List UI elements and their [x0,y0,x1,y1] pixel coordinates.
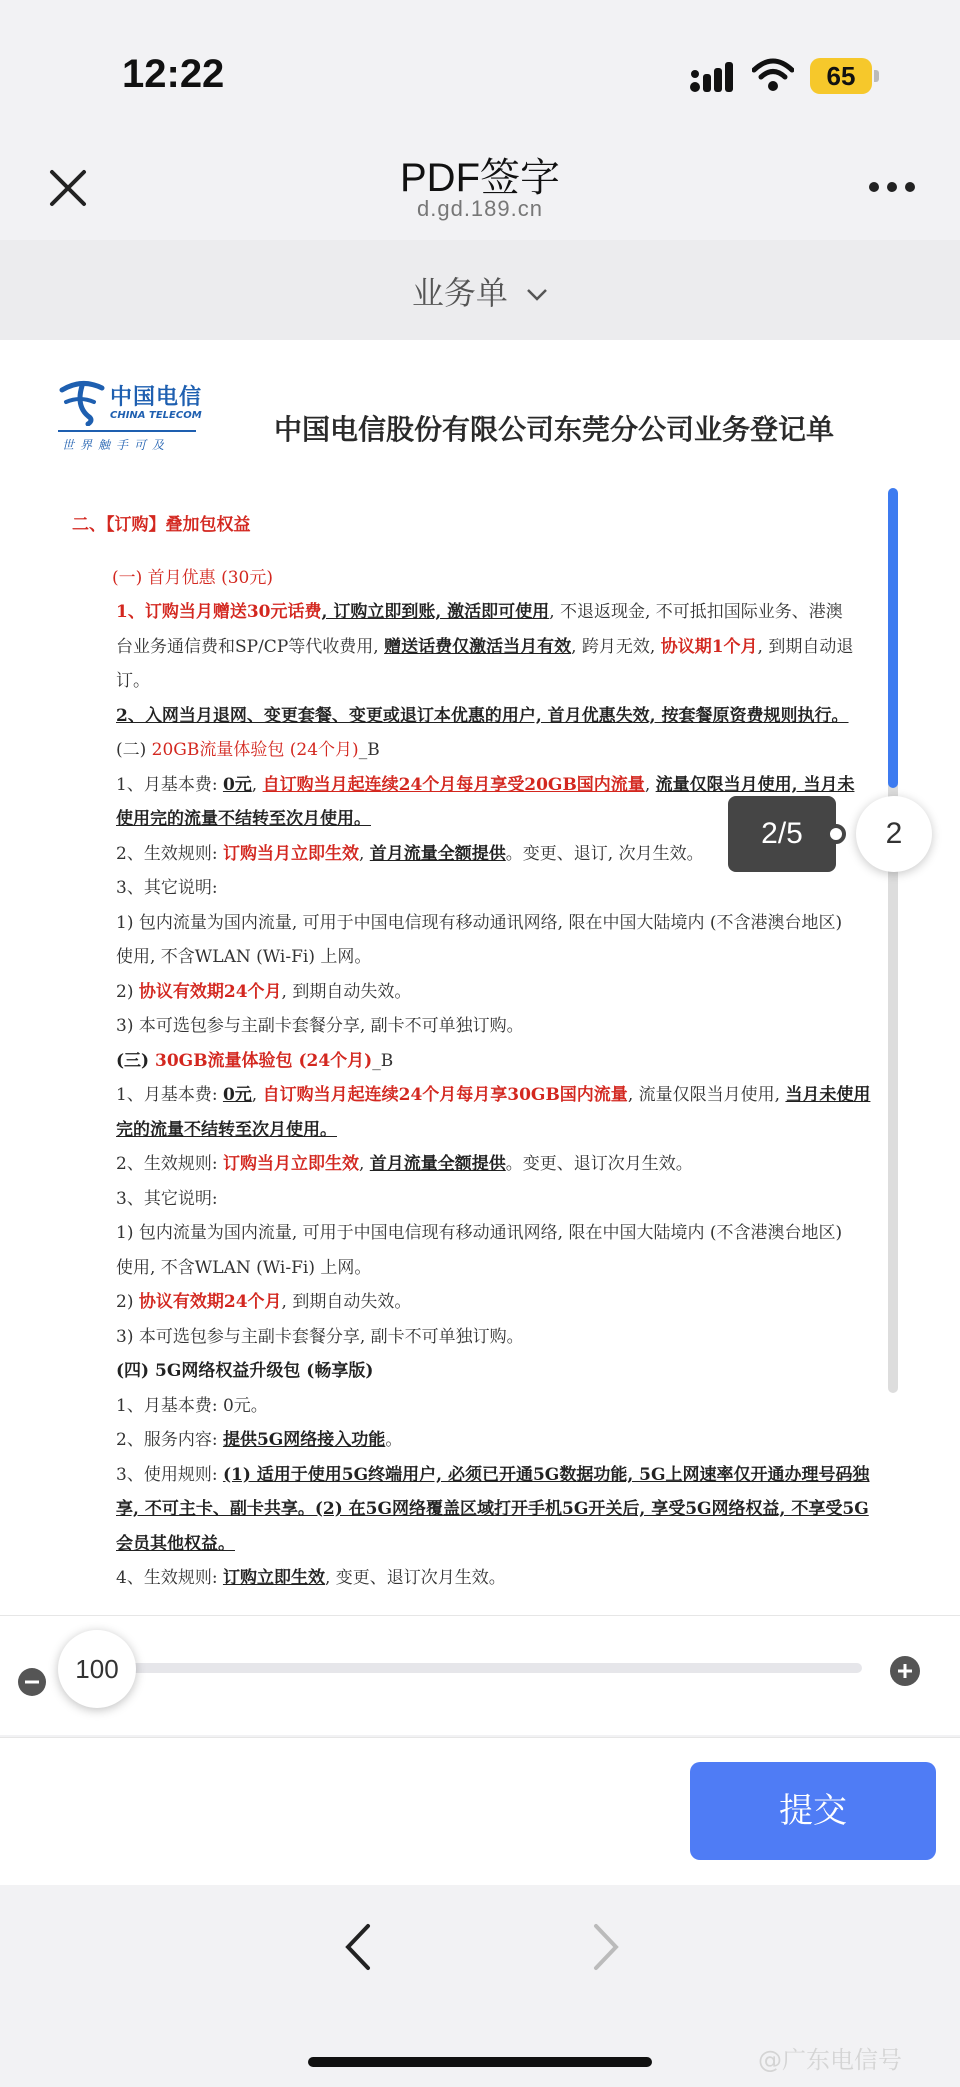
doc-line [72,733,892,768]
doc-text: 。变更、退订次月生效。 [505,1154,693,1174]
doc-text: 赠送话费仅激活当月有效 [384,636,572,657]
doc-line: (一) 首月优惠 (30元) [112,567,273,588]
doc-line [72,1285,892,1320]
doc-text: 2、生效规则: [116,843,223,864]
zoom-slider-track[interactable] [96,1663,862,1673]
chevron-down-icon [526,284,548,306]
doc-line: 使用完的流量不结转至次月使用。 [116,809,371,829]
doc-text: , 跨月无效, [571,636,661,657]
watermark: @广东电信号 [758,2046,902,2074]
doc-line: 3) 本可选包参与主副卡套餐分享, 副卡不可单独订购。 [116,1326,524,1347]
doc-line: 1) 包内流量为国内流量, 可用于中国电信现有移动通讯网络, 限在中国大陆境内 (不含港澳台地区) [116,912,843,933]
doc-text: 2、服务内容: [116,1430,223,1450]
doc-line: (四) 5G网络权益升级包 (畅享版) [116,1361,374,1381]
home-indicator[interactable] [308,2057,652,2067]
china-telecom-logo [58,376,208,456]
document-body [72,508,892,1596]
page-slider-handle[interactable]: 2 [856,796,932,872]
doc-text: 自订购当月起连续24个月每月享30GB国内流量 [262,1085,628,1105]
doc-text: 【订购】叠加包权益 [106,515,251,535]
doc-selector-label: 业务单 [411,274,508,312]
doc-text: , 到期自动失效。 [281,1292,412,1312]
doc-text: 二、 [72,515,106,535]
doc-text: , [644,774,656,795]
doc-line: 2、入网当月退网、变更套餐、变更或退订本优惠的用户, 首月优惠失效, 按套餐原资费规则执行。 [116,705,849,726]
doc-text: 订购当月立即生效 [222,1154,359,1174]
doc-text: (三) [116,1050,156,1071]
doc-text: , 到期自动失效。 [281,981,412,1002]
page-indicator-dot [826,824,846,844]
doc-text: , [251,774,263,795]
doc-text: 2、生效规则: [116,1154,223,1174]
doc-text: 4、生效规则: [116,1568,223,1588]
doc-line [72,1147,892,1182]
battery-icon: 65 [810,58,872,94]
doc-text: 首月流量全额提供 [369,843,506,864]
telecom-swirl-icon [58,376,106,426]
submit-button[interactable]: 提交 [690,1762,936,1860]
page-title: PDF签字 [400,156,560,200]
doc-line [72,1561,892,1596]
doc-text: 0元 [222,774,252,795]
doc-text: , [251,1085,263,1105]
logo-text-en: CHINA TELECOM [110,410,202,421]
doc-text: 2) [116,1292,139,1312]
more-icon[interactable] [868,176,916,198]
doc-line: 享, 不可主卡、副卡共享。(2) 在5G网络覆盖区域打开手机5G开关后, 享受5G网络权益, 不享受5G [116,1499,869,1519]
doc-text: (1) 适用于使用5G终端用户, 必须已开通5G数据功能, 5G上网速率仅开通办理号码独 [222,1464,870,1485]
doc-line: 使用, 不含WLAN (Wi-Fi) 上网。 [116,1257,372,1278]
logo-slogan: 世界触手可及 [62,438,171,452]
doc-line: 使用, 不含WLAN (Wi-Fi) 上网。 [116,947,372,967]
doc-text: 3、使用规则: [116,1464,223,1485]
doc-text: 2) [116,981,139,1002]
pdf-page[interactable] [0,340,960,1615]
doc-text: 1、月基本费: [116,774,223,795]
doc-line [72,1458,892,1493]
page-indicator-popup: 2/5 [728,796,836,872]
doc-line: 完的流量不结转至次月使用。 [116,1119,337,1140]
status-time: 12:22 [122,52,225,96]
doc-text: 台业务通信费和SP/CP等代收费用, [116,636,385,657]
doc-text: 订购立即生效 [222,1568,325,1588]
logo-text-cn: 中国电信 [110,384,203,410]
doc-line [72,1044,892,1079]
doc-text: , [358,843,370,864]
document-title: 中国电信股份有限公司东莞分公司业务登记单 [274,413,835,446]
doc-line: 1、月基本费: 0元。 [116,1395,268,1416]
wifi-icon [752,58,794,92]
doc-text: 1、月基本费: [116,1085,223,1105]
doc-text: 30GB流量体验包 (24个月) [155,1050,373,1071]
doc-line [72,1078,892,1113]
zoom-in-icon[interactable] [890,1656,920,1686]
doc-line [72,595,892,630]
doc-line: 1) 包内流量为国内流量, 可用于中国电信现有移动通讯网络, 限在中国大陆境内 (不含港澳台地区) [116,1223,843,1243]
doc-text: 协议有效期24个月 [138,1292,282,1312]
doc-text: 提供5G网络接入功能 [222,1430,386,1450]
cellular-signal-icon [690,62,734,94]
doc-text: 首月流量全额提供 [369,1154,506,1174]
doc-text: 1、订购当月赠送30元话费 [116,602,322,622]
doc-text: 。变更、退订, 次月生效。 [505,843,704,864]
doc-line: 3、其它说明: [116,878,218,898]
doc-text: 当月未使用 [785,1085,871,1105]
doc-text: 协议期1个月 [660,636,758,657]
logo-divider [58,430,196,432]
zoom-bar [0,1615,960,1735]
doc-text: , [358,1154,370,1174]
doc-text: 。 [385,1430,403,1450]
doc-text: 协议有效期24个月 [138,981,282,1002]
doc-text: 订购当月立即生效 [222,843,359,864]
doc-text: , 流量仅限当月使用, [627,1085,786,1105]
doc-text: _B [372,1050,394,1071]
page-url: d.gd.189.cn [417,196,543,221]
zoom-out-icon[interactable] [18,1668,46,1696]
doc-line: 3、其它说明: [116,1188,218,1209]
doc-line: 会员其他权益。 [116,1533,235,1554]
doc-text: 流量仅限当月使用, 当月未 [655,774,855,795]
doc-line [72,508,892,543]
doc-text: _B [358,740,380,760]
doc-text: , 订购立即到账, 激活即可使用 [321,602,550,622]
doc-text: 0元 [222,1085,252,1105]
page-scroll-thumb[interactable] [888,488,898,788]
battery-tip [874,70,879,82]
doc-selector[interactable] [0,268,960,314]
back-arrow-icon[interactable] [340,1920,376,1974]
doc-text: 20GB流量体验包 (24个月) [151,740,359,760]
doc-text: (二) [116,740,152,760]
doc-text: , 不退返现金, 不可抵扣国际业务、港澳 [549,602,843,622]
doc-text: , 到期自动退 [757,636,854,657]
doc-line: 订。 [116,671,150,691]
doc-line [72,1423,892,1458]
forward-arrow-icon[interactable] [588,1920,624,1974]
doc-line [72,975,892,1010]
doc-text: 自订购当月起连续24个月每月享受20GB国内流量 [262,774,645,795]
doc-text: , 变更、退订次月生效。 [324,1568,506,1588]
doc-line [72,630,892,665]
zoom-slider-handle[interactable]: 100 [58,1630,136,1708]
doc-line: 3) 本可选包参与主副卡套餐分享, 副卡不可单独订购。 [116,1016,524,1036]
